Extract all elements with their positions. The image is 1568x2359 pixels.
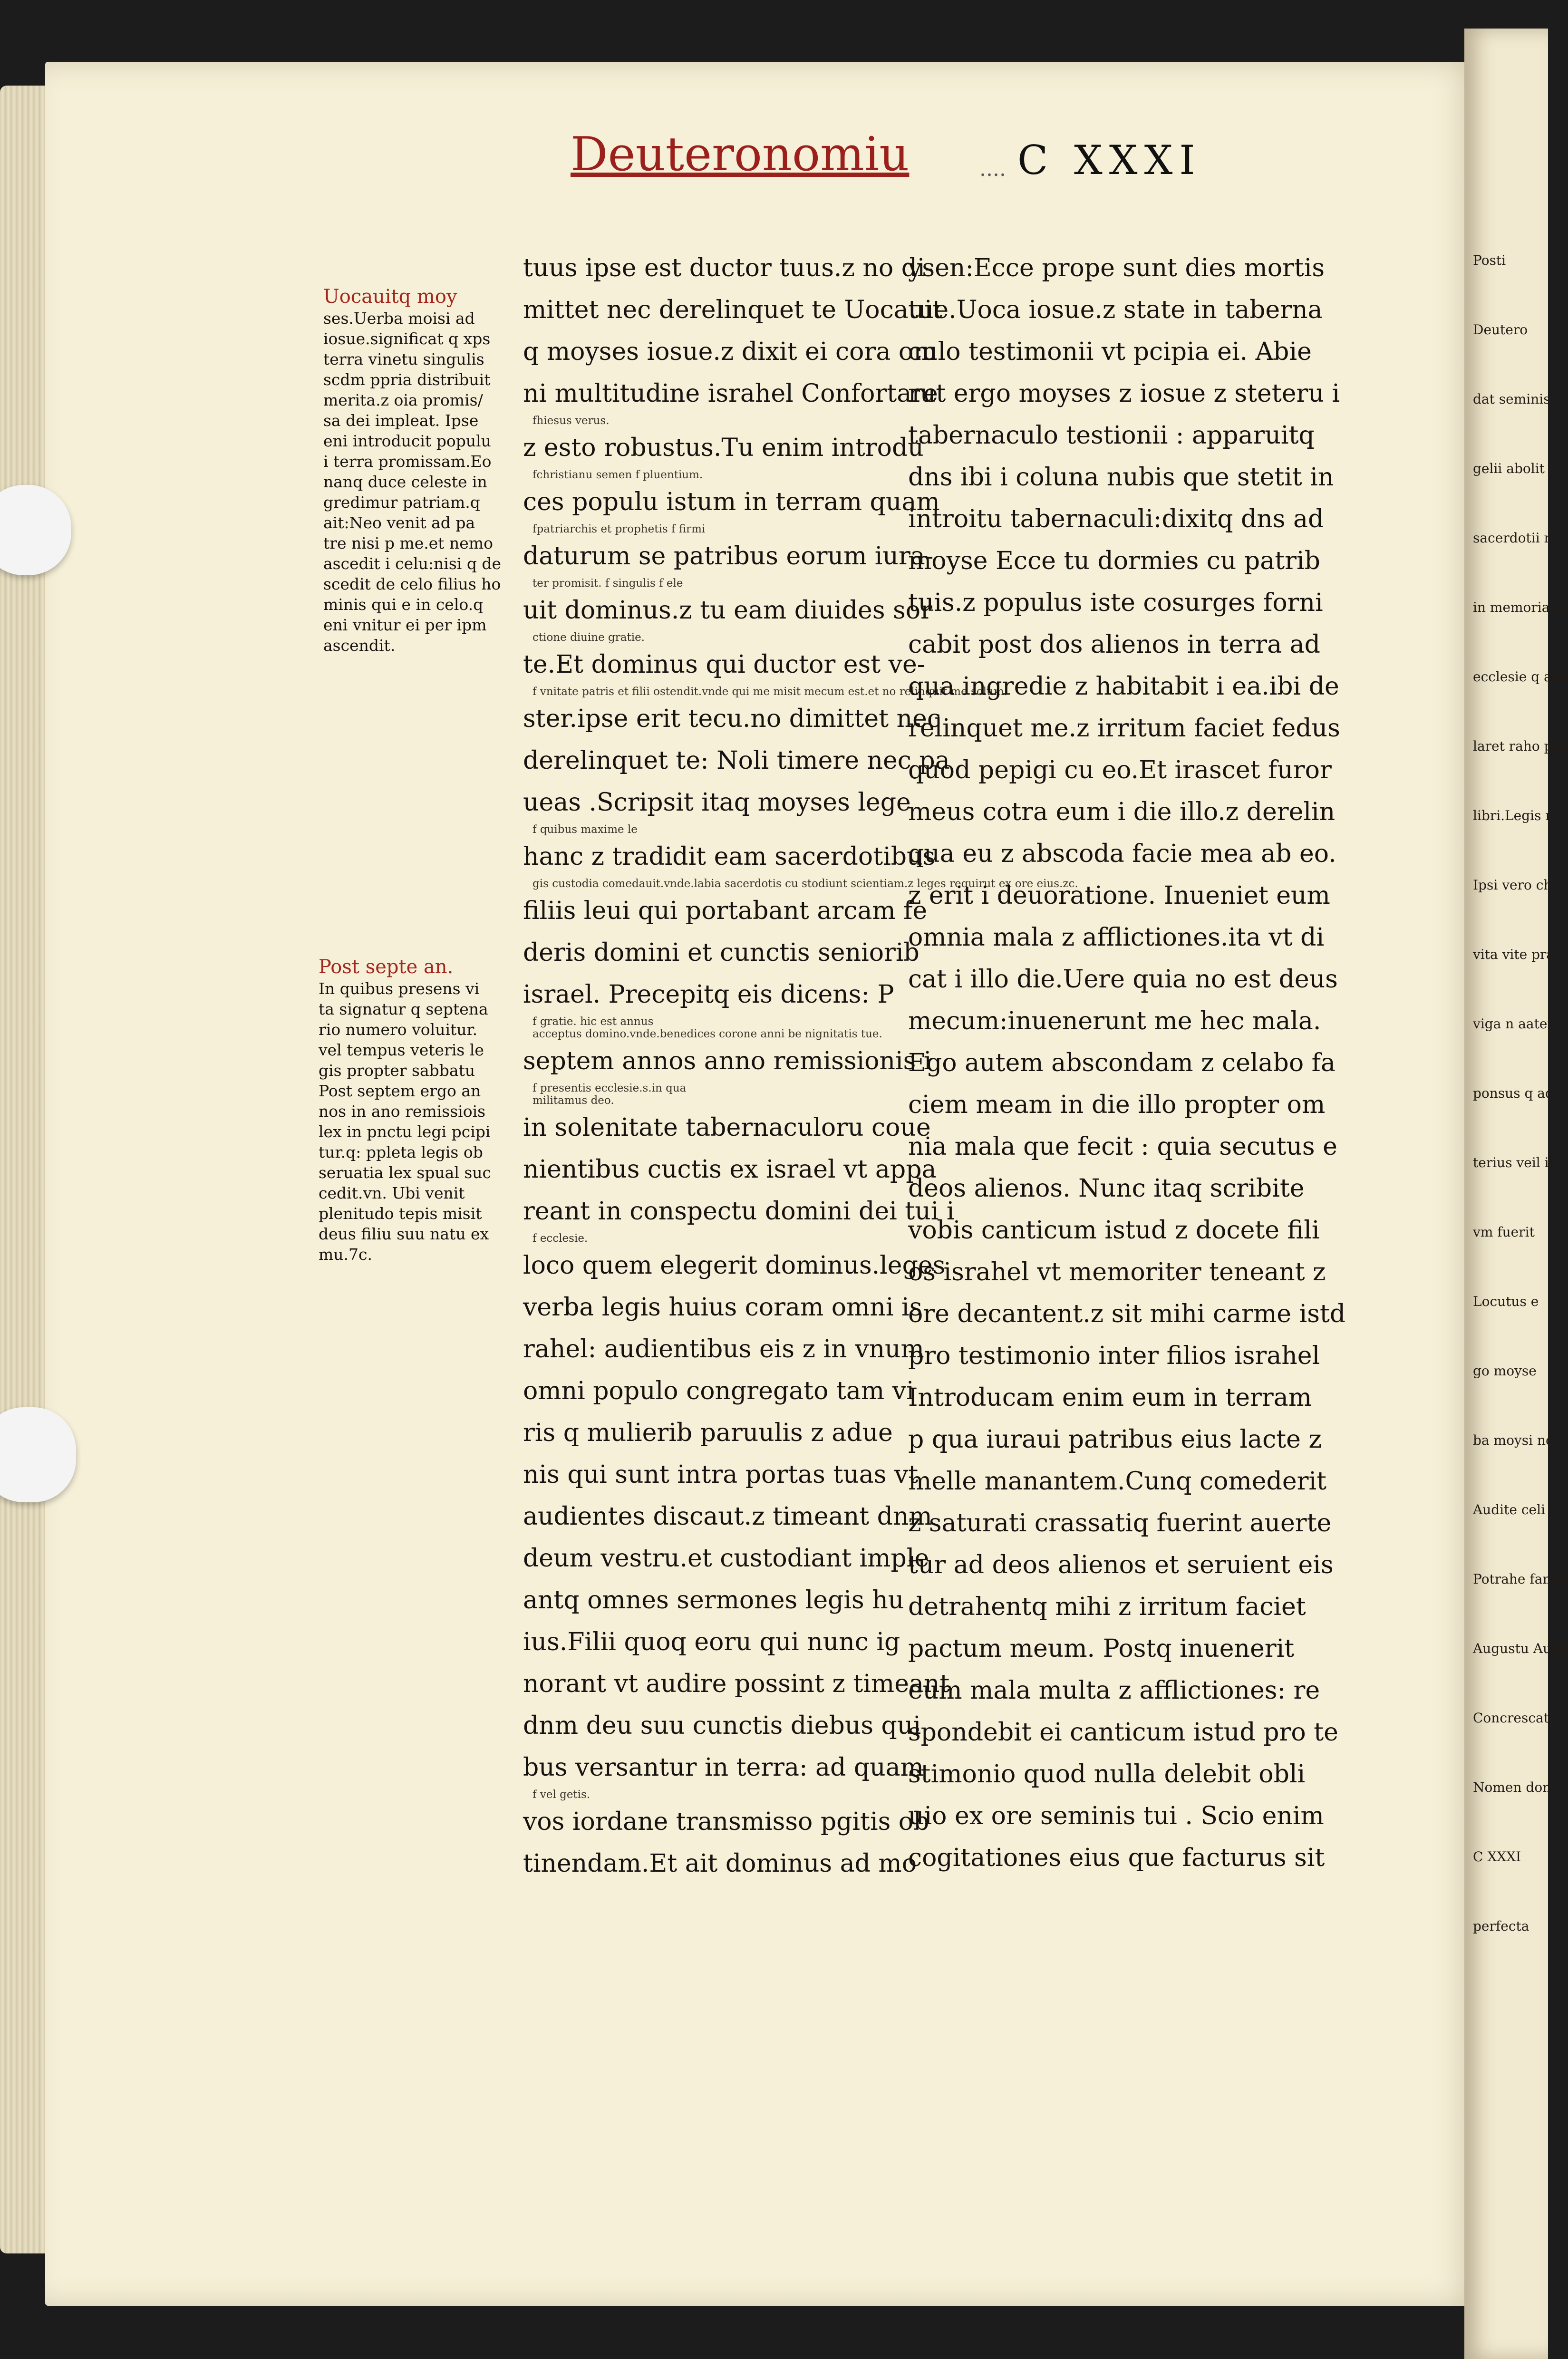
text-line: verba legis huius coram omni is — [523, 1293, 922, 1322]
text-line: tur ad deos alienos et seruient eis — [908, 1551, 1334, 1579]
text-line: daturum se patribus eorum iura- — [523, 542, 934, 570]
right-page-line: go moyse — [1473, 1363, 1537, 1379]
text-line: qua eu z abscoda facie mea ab eo. — [908, 840, 1336, 868]
text-line: ore decantent.z sit mihi carme istd — [908, 1300, 1346, 1328]
text-line: vos iordane transmisso pgitis ob — [523, 1808, 929, 1836]
gloss-line: merita.z oia promis/ — [323, 391, 483, 409]
right-page-line: perfecta — [1473, 1918, 1529, 1934]
right-page-line: ecclesie q aba — [1473, 669, 1568, 685]
text-line: mecum:inuenerunt me hec mala. — [908, 1007, 1321, 1035]
gloss-line: cedit.vn. Ubi venit — [319, 1184, 465, 1202]
right-page-edge — [1464, 29, 1568, 2359]
right-page-line: dat seminis — [1473, 391, 1550, 407]
right-page-line: Augustu Audi — [1473, 1641, 1564, 1656]
text-line: quod pepigi cu eo.Et irascet furor — [908, 756, 1332, 784]
text-line: filiis leui qui portabant arcam fe — [523, 897, 928, 925]
gloss-line: ascedit i celu:nisi q de — [323, 554, 502, 573]
text-line: rahel: audientibus eis z in vnum — [523, 1335, 924, 1363]
gloss-line: ses.Uerba moisi ad — [323, 309, 475, 328]
gloss-line: deus filiu suu natu ex — [319, 1225, 489, 1243]
text-line: norant vt audire possint z timeant — [523, 1670, 950, 1698]
text-line: deos alienos. Nunc itaq scribite — [908, 1174, 1305, 1203]
text-line: loco quem elegerit dominus.leges — [523, 1251, 946, 1280]
text-line: rut ergo moyses z iosue z steteru i — [908, 379, 1340, 408]
right-page-line: C XXXI — [1473, 1849, 1521, 1865]
right-page-line: Deutero — [1473, 322, 1528, 338]
right-page-line: gelii abolit — [1473, 461, 1545, 476]
text-line: ysen:Ecce prope sunt dies mortis — [908, 254, 1325, 282]
text-line: antq omnes sermones legis hu — [523, 1586, 904, 1615]
right-page-line: vita vite pra — [1473, 947, 1555, 962]
text-line: eum mala multa z afflictiones: re — [908, 1676, 1320, 1705]
gloss-line: eni vnitur ei per ipm — [323, 616, 487, 634]
interlinear-gloss: ctione diuine gratie. — [532, 631, 645, 644]
gloss-heading: Uocauitq moy — [323, 286, 457, 308]
interlinear-gloss: f vnitate patris et filii ostendit.vnde qui me misit mecum est.et no relinquit me solum. — [532, 686, 1007, 698]
text-line: relinquet me.z irritum faciet fedus — [908, 714, 1340, 743]
interlinear-gloss: f vel getis. — [532, 1789, 590, 1801]
right-page-line: Nomen don — [1473, 1779, 1551, 1795]
text-line: tinendam.Et ait dominus ad mo — [523, 1849, 917, 1878]
text-line: omnia mala z afflictiones.ita vt di — [908, 923, 1325, 952]
right-page-line: laret raho pre — [1473, 738, 1567, 754]
marginal-gloss-2 — [319, 956, 492, 1265]
text-line: nia mala que fecit : quia secutus e — [908, 1132, 1337, 1161]
right-page-line: Locutus e — [1473, 1294, 1539, 1309]
running-title: Deuteronomiu — [571, 127, 910, 182]
text-line: omni populo congregato tam vi — [523, 1377, 914, 1405]
text-line: tabernaculo testionii : apparuitq — [908, 421, 1315, 450]
text-line: tuis.z populus iste cosurges forni — [908, 589, 1323, 617]
right-page-line: sacerdotii m — [1473, 530, 1557, 546]
text-line: tuus ipse est ductor tuus.z no di- — [523, 254, 934, 282]
text-line: nis qui sunt intra portas tuas vt — [523, 1460, 919, 1489]
text-line: spondebit ei canticum istud pro te — [908, 1718, 1338, 1747]
gloss-line: mu.7c. — [319, 1245, 373, 1264]
text-line: q moyses iosue.z dixit ei cora om — [523, 338, 937, 366]
text-line: moyse Ecce tu dormies cu patrib — [908, 547, 1320, 575]
text-line: mittet nec derelinquet te Uocauit — [523, 296, 942, 324]
text-line: ces populu istum in terram quam — [523, 488, 940, 516]
right-page-line: ponsus q ad — [1473, 1085, 1554, 1101]
gloss-line: vel tempus veteris le — [319, 1041, 484, 1059]
gloss-line: gredimur patriam.q — [323, 493, 480, 512]
right-page-line: Posti — [1473, 252, 1506, 268]
text-line: israel. Precepitq eis dicens: P — [523, 980, 894, 1009]
text-line: z erit i deuoratione. Inueniet eum — [908, 881, 1330, 910]
main-text-column-1 — [523, 247, 1078, 1885]
text-line: stimonio quod nulla delebit obli — [908, 1760, 1306, 1789]
right-page-line: in memoria re — [1473, 599, 1568, 615]
text-line: ius.Filii quoq eoru qui nunc ig — [523, 1628, 900, 1656]
interlinear-gloss: f gratie. hic est annus — [532, 1015, 654, 1028]
interlinear-gloss: f ecclesie. — [532, 1232, 588, 1245]
text-line: z esto robustus.Tu enim introdu — [523, 434, 924, 462]
right-page-line: Audite celi — [1473, 1502, 1546, 1518]
text-line: cogitationes eius que facturus sit — [908, 1844, 1325, 1872]
gloss-line: scedit de celo filius ho — [323, 575, 501, 593]
text-line: cat i illo die.Uere quia no est deus — [908, 965, 1338, 994]
text-line: melle manantem.Cunq comederit — [908, 1467, 1326, 1496]
text-line: pro testimonio inter filios israhel — [908, 1342, 1320, 1370]
text-line: in solenitate tabernaculoru coue — [523, 1113, 931, 1142]
text-line: ster.ipse erit tecu.no dimittet nec — [523, 705, 941, 733]
text-line: qua ingredie z habitabit i ea.ibi de — [908, 672, 1339, 701]
right-page-line: libri.Legis n — [1473, 808, 1554, 823]
text-line: detrahentq mihi z irritum faciet — [908, 1593, 1306, 1621]
folio-dots: .... — [979, 157, 1006, 181]
right-page-line: Potrahe fama — [1473, 1571, 1563, 1587]
text-line: dns ibi i coluna nubis que stetit in — [908, 463, 1334, 492]
text-line: deum vestru.et custodiant imple — [523, 1544, 929, 1573]
interlinear-gloss: f presentis ecclesie.s.in qua — [532, 1082, 687, 1094]
gloss-line: iosue.significat q xps — [323, 329, 491, 348]
gloss-line: lex in pnctu legi pcipi — [319, 1122, 491, 1141]
interlinear-gloss: gis custodia comedauit.vnde.labia sacerdotis cu stodiunt scientiam.z leges requirut ex ore eius.zc. — [532, 878, 1078, 890]
gloss-line: ait:Neo venit ad pa — [323, 513, 475, 532]
text-line: cabit post dos alienos in terra ad — [908, 630, 1320, 659]
folio-number: C XXXI — [1017, 137, 1202, 184]
interlinear-gloss: militamus deo. — [532, 1094, 614, 1107]
gloss-line: Post septem ergo an — [319, 1082, 481, 1100]
text-line: reant in conspectu domini dei tui i — [523, 1197, 955, 1226]
gloss-line: tre nisi p me.et nemo — [323, 534, 493, 552]
gloss-line: gis propter sabbatu — [319, 1061, 475, 1080]
gloss-line: nos in ano remissiois — [319, 1102, 486, 1121]
gloss-line: terra vinetu singulis — [323, 350, 484, 368]
gloss-line: sa dei impleat. Ipse — [323, 411, 479, 430]
text-line: bus versantur in terra: ad quam — [523, 1753, 924, 1782]
text-line: ris q mulierib paruulis z adue — [523, 1419, 893, 1447]
interlinear-gloss: fpatriarchis et prophetis f firmi — [532, 523, 706, 535]
text-line: introitu tabernaculi:dixitq dns ad — [908, 505, 1324, 533]
gloss-line: In quibus presens vi — [319, 979, 480, 998]
interlinear-gloss: acceptus domino.vnde.benedices corone anni be nignitatis tue. — [532, 1028, 882, 1040]
marginal-gloss-1 — [323, 285, 502, 656]
text-line: p qua iuraui patribus eius lacte z — [908, 1425, 1322, 1454]
gloss-line: scdm ppria distribuit — [323, 370, 491, 389]
text-line: audientes discaut.z timeant dnm — [523, 1502, 932, 1531]
gloss-line: nanq duce celeste in — [323, 473, 487, 491]
text-line: vobis canticum istud z docete fili — [908, 1216, 1320, 1245]
gloss-line: minis qui e in celo.q — [323, 595, 484, 614]
text-line: deris domini et cunctis seniorib — [523, 938, 920, 967]
text-line: Ego autem abscondam z celabo fa — [908, 1049, 1336, 1077]
right-page-line: vm fuerit — [1473, 1224, 1535, 1240]
interlinear-gloss: fchristianu semen f pluentium. — [532, 469, 703, 481]
gloss-line: tur.q: ppleta legis ob — [319, 1143, 483, 1161]
text-line: uio ex ore seminis tui . Scio enim — [908, 1802, 1324, 1830]
interlinear-gloss: ter promisit. f singulis f ele — [532, 577, 683, 590]
gloss-line: rio numero voluitur. — [319, 1020, 478, 1039]
text-line: tue.Uoca iosue.z state in taberna — [908, 296, 1323, 324]
right-page-line: Ipsi vero cha — [1473, 877, 1560, 893]
right-page-line: Concrescat — [1473, 1710, 1549, 1726]
text-line: os israhel vt memoriter teneant z — [908, 1258, 1326, 1286]
right-page-line: viga n aatem — [1473, 1016, 1560, 1032]
text-line: Introducam enim eum in terram — [908, 1383, 1312, 1412]
right-page-line: ba moysi no — [1473, 1432, 1554, 1448]
main-text-column-2 — [908, 247, 1346, 1879]
gloss-line: ascendit. — [323, 636, 396, 655]
interlinear-gloss: fhiesus verus. — [532, 415, 610, 427]
gloss-line: ta signatur q septena — [319, 1000, 488, 1018]
right-page-line: terius veil in — [1473, 1155, 1558, 1170]
text-line: septem annos anno remissionis i — [523, 1047, 932, 1075]
interlinear-gloss: f quibus maxime le — [532, 823, 638, 836]
text-line: uit dominus.z tu eam diuides sor — [523, 596, 932, 625]
gloss-line: seruatia lex spual suc — [319, 1163, 492, 1182]
gloss-heading: Post septe an. — [319, 956, 454, 978]
text-line: te.Et dominus qui ductor est ve- — [523, 650, 926, 679]
text-line: derelinquet te: Noli timere nec pa — [523, 746, 950, 775]
text-line: z saturati crassatiq fuerint auerte — [908, 1509, 1332, 1537]
text-line: hanc z tradidit eam sacerdotibus — [523, 842, 936, 871]
text-line: ni multitudine israhel Confortare — [523, 379, 938, 408]
gloss-line: i terra promissam.Eo — [323, 452, 492, 471]
glove-thumb — [0, 1407, 76, 1502]
text-line: ciem meam in die illo propter om — [908, 1091, 1326, 1119]
text-line: nientibus cuctis ex israel vt appa — [523, 1155, 937, 1184]
text-line: culo testimonii vt pcipia ei. Abie — [908, 338, 1312, 366]
text-line: dnm deu suu cunctis diebus qui — [523, 1711, 921, 1740]
text-line: pactum meum. Postq inuenerit — [908, 1634, 1295, 1663]
gloss-line: plenitudo tepis misit — [319, 1204, 482, 1223]
gloss-line: eni introducit populu — [323, 432, 491, 450]
text-line: ueas .Scripsit itaq moyses lege — [523, 788, 911, 817]
text-line: meus cotra eum i die illo.z derelin — [908, 798, 1336, 826]
